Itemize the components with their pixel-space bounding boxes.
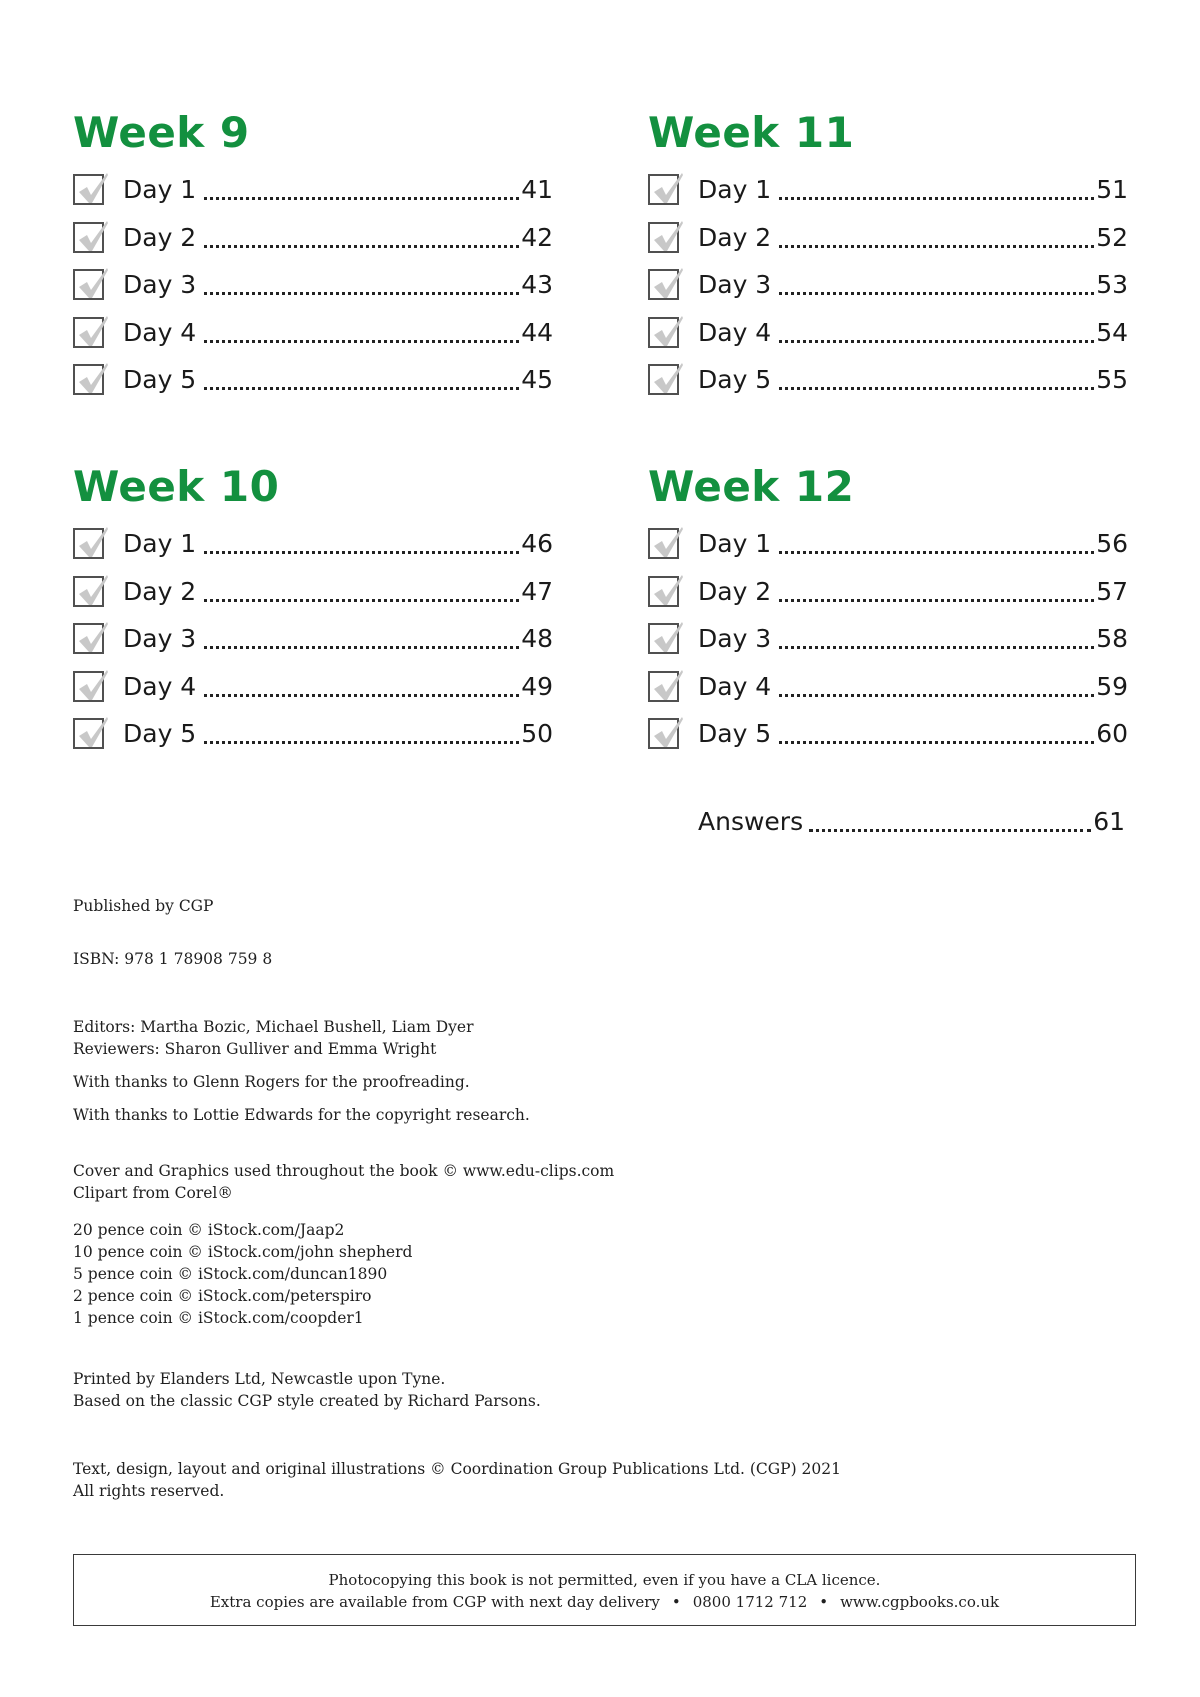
checkbox[interactable]: [648, 718, 679, 749]
copyright-line: Text, design, layout and original illustrations © Coordination Group Publications Ltd. (CGP) 2021: [73, 1460, 841, 1478]
page-number: 44: [521, 317, 553, 347]
day-list: [648, 174, 1128, 412]
day-row-3: [73, 269, 553, 317]
bullet-separator: •: [819, 1593, 829, 1611]
day-label: Day 3: [123, 270, 197, 299]
page-number: 53: [1096, 270, 1128, 299]
dot-leader: [779, 623, 1094, 649]
week-title: Week 11: [648, 108, 855, 157]
dot-leader: [204, 623, 519, 649]
day-label: Day 2: [698, 222, 772, 252]
checkbox[interactable]: [73, 671, 104, 702]
dot-leader: [779, 222, 1094, 248]
tick-icon: [652, 572, 686, 608]
day-label: Day 4: [698, 317, 772, 347]
clipart-line: Clipart from Corel®: [73, 1184, 233, 1202]
day-label: Day 1: [123, 175, 197, 204]
cover-graphics-line: Cover and Graphics used throughout the book © www.edu-clips.com: [73, 1162, 615, 1180]
day-row-3: [73, 623, 553, 671]
day-list: [648, 528, 1128, 766]
tick-icon: [77, 360, 111, 396]
checkbox[interactable]: [73, 317, 104, 348]
checkbox[interactable]: [73, 528, 104, 559]
page-number: 45: [521, 365, 553, 394]
page-number: 48: [521, 624, 553, 653]
publisher-line: Published by CGP: [73, 897, 214, 915]
tick-icon: [652, 667, 686, 703]
day-list: [73, 528, 553, 766]
tick-icon: [652, 265, 686, 301]
coin-credit: 1 pence coin © iStock.com/coopder1: [73, 1309, 364, 1327]
delivery-text: Extra copies are available from CGP with next day delivery: [209, 1593, 660, 1611]
printer-line: Printed by Elanders Ltd, Newcastle upon Tyne.: [73, 1370, 446, 1388]
notice-line-1: Photocopying this book is not permitted, even if you have a CLA licence.: [328, 1571, 881, 1589]
checkbox[interactable]: [648, 576, 679, 607]
day-label: Day 5: [698, 365, 772, 394]
page-number: 50: [521, 719, 553, 748]
page-number: 54: [1096, 317, 1128, 347]
isbn-line: ISBN: 978 1 78908 759 8: [73, 950, 273, 968]
dot-leader: [809, 806, 1091, 832]
notice-line-2: [74, 1591, 1135, 1613]
tick-icon: [652, 170, 686, 206]
dot-leader: [204, 718, 519, 744]
checkbox[interactable]: [648, 174, 679, 205]
tick-icon: [652, 619, 686, 655]
day-label: Day 3: [123, 624, 197, 653]
week-title: Week 10: [73, 462, 280, 511]
day-row-5: [73, 364, 553, 412]
dot-leader: [779, 269, 1094, 295]
dot-leader: [204, 364, 519, 390]
week-9-section: [73, 108, 553, 412]
page-number: 56: [1096, 529, 1128, 558]
day-label: Day 3: [698, 270, 772, 299]
day-row-2: [648, 576, 1128, 624]
week-10-section: [73, 462, 553, 766]
dot-leader: [204, 576, 519, 602]
week-12-section: [648, 462, 1128, 766]
answers-row: [698, 806, 1125, 840]
photocopy-notice-box: [73, 1554, 1136, 1626]
day-row-4: [648, 671, 1128, 719]
page-number: 49: [521, 671, 553, 701]
day-row-3: [648, 623, 1128, 671]
page-number: 41: [521, 175, 553, 204]
page-number: 42: [521, 222, 553, 252]
day-label: Day 5: [123, 365, 197, 394]
day-label: Day 2: [123, 222, 197, 252]
tick-icon: [652, 313, 686, 349]
tick-icon: [77, 667, 111, 703]
page-number: 46: [521, 529, 553, 558]
checkbox[interactable]: [73, 269, 104, 300]
day-row-1: [648, 528, 1128, 576]
day-list: [73, 174, 553, 412]
tick-icon: [77, 265, 111, 301]
tick-icon: [652, 524, 686, 560]
tick-icon: [652, 218, 686, 254]
style-credit-line: Based on the classic CGP style created by Richard Parsons.: [73, 1392, 541, 1410]
dot-leader: [204, 528, 519, 554]
checkbox[interactable]: [73, 222, 104, 253]
tick-icon: [652, 714, 686, 750]
tick-icon: [77, 313, 111, 349]
dot-leader: [204, 317, 519, 343]
dot-leader: [204, 269, 519, 295]
dot-leader: [779, 364, 1094, 390]
day-label: Day 4: [123, 671, 197, 701]
page-number: 55: [1096, 365, 1128, 394]
day-label: Day 3: [698, 624, 772, 653]
day-row-1: [648, 174, 1128, 222]
checkbox[interactable]: [648, 364, 679, 395]
dot-leader: [204, 174, 519, 200]
day-row-1: [73, 528, 553, 576]
tick-icon: [77, 170, 111, 206]
dot-leader: [779, 174, 1094, 200]
copyright-research-line: With thanks to Lottie Edwards for the copyright research.: [73, 1106, 530, 1124]
day-row-3: [648, 269, 1128, 317]
rights-line: All rights reserved.: [73, 1482, 225, 1500]
day-label: Day 4: [123, 317, 197, 347]
week-title: Week 12: [648, 462, 855, 511]
page-number: 43: [521, 270, 553, 299]
day-label: Day 1: [698, 529, 772, 558]
answers-label: Answers: [698, 807, 804, 836]
day-row-4: [648, 317, 1128, 365]
bullet-separator: •: [671, 1593, 681, 1611]
week-title: Week 9: [73, 108, 250, 157]
website-link[interactable]: www.cgpbooks.co.uk: [840, 1593, 1000, 1611]
page-number: 52: [1096, 222, 1128, 252]
coin-credit: 5 pence coin © iStock.com/duncan1890: [73, 1265, 388, 1283]
checkbox[interactable]: [648, 222, 679, 253]
page-number: 59: [1096, 671, 1128, 701]
checkbox[interactable]: [648, 528, 679, 559]
page-number: 60: [1096, 719, 1128, 748]
checkbox[interactable]: [648, 317, 679, 348]
coin-credit: 2 pence coin © iStock.com/peterspiro: [73, 1287, 372, 1305]
day-row-5: [73, 718, 553, 766]
page-number: 47: [521, 576, 553, 606]
day-label: Day 2: [123, 576, 197, 606]
tick-icon: [77, 218, 111, 254]
tick-icon: [77, 524, 111, 560]
dot-leader: [779, 671, 1094, 697]
checkbox[interactable]: [73, 364, 104, 395]
day-row-2: [648, 222, 1128, 270]
tick-icon: [77, 572, 111, 608]
dot-leader: [779, 528, 1094, 554]
day-row-4: [73, 317, 553, 365]
checkbox[interactable]: [73, 718, 104, 749]
dot-leader: [779, 576, 1094, 602]
day-label: Day 4: [698, 671, 772, 701]
dot-leader: [779, 317, 1094, 343]
page-number: 58: [1096, 624, 1128, 653]
editors-line: Editors: Martha Bozic, Michael Bushell, Liam Dyer: [73, 1018, 474, 1036]
day-row-4: [73, 671, 553, 719]
day-row-2: [73, 576, 553, 624]
day-row-1: [73, 174, 553, 222]
page-number: 57: [1096, 576, 1128, 606]
day-row-5: [648, 718, 1128, 766]
checkbox[interactable]: [73, 174, 104, 205]
day-label: Day 1: [123, 529, 197, 558]
day-label: Day 5: [123, 719, 197, 748]
coin-credit: 20 pence coin © iStock.com/Jaap2: [73, 1221, 345, 1239]
week-11-section: [648, 108, 1128, 412]
dot-leader: [779, 718, 1094, 744]
day-label: Day 2: [698, 576, 772, 606]
checkbox[interactable]: [648, 623, 679, 654]
tick-icon: [77, 714, 111, 750]
checkbox[interactable]: [648, 269, 679, 300]
phone-number: 0800 1712 712: [692, 1593, 808, 1611]
reviewers-line: Reviewers: Sharon Gulliver and Emma Wright: [73, 1040, 437, 1058]
page-number: 51: [1096, 175, 1128, 204]
proofreading-line: With thanks to Glenn Rogers for the proofreading.: [73, 1073, 470, 1091]
checkbox[interactable]: [648, 671, 679, 702]
checkbox[interactable]: [73, 623, 104, 654]
day-row-2: [73, 222, 553, 270]
checkbox[interactable]: [73, 576, 104, 607]
day-label: Day 5: [698, 719, 772, 748]
dot-leader: [204, 222, 519, 248]
day-label: Day 1: [698, 175, 772, 204]
tick-icon: [652, 360, 686, 396]
dot-leader: [204, 671, 519, 697]
day-row-5: [648, 364, 1128, 412]
tick-icon: [77, 619, 111, 655]
coin-credit: 10 pence coin © iStock.com/john shepherd: [73, 1243, 413, 1261]
answers-page-number: 61: [1093, 807, 1125, 836]
